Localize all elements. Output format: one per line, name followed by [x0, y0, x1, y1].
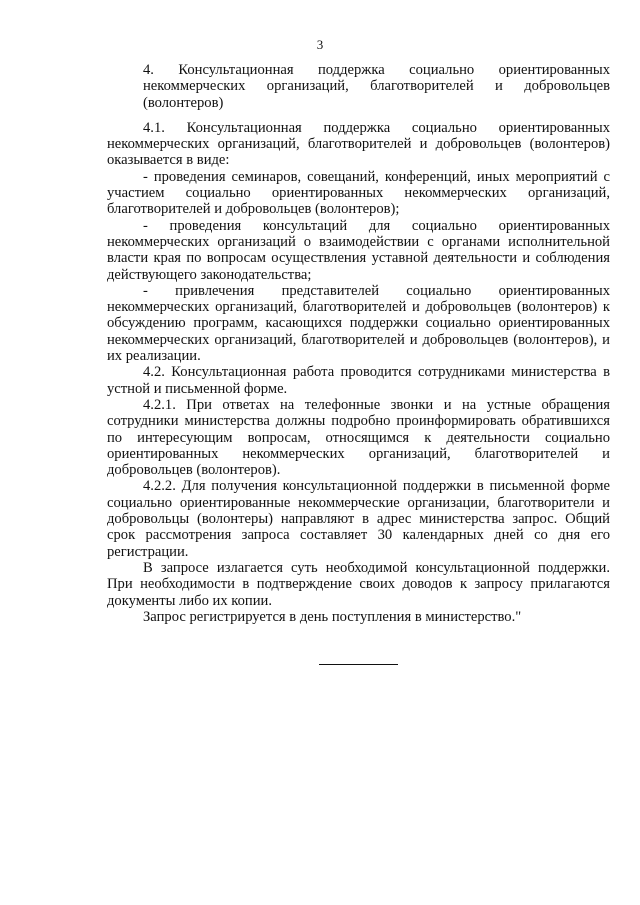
- paragraph-request-registration: Запрос регистрируется в день поступления в министерство.": [143, 608, 522, 625]
- document-body: [107, 62, 610, 625]
- page-number: 3: [316, 37, 324, 52]
- list-item-seminars: - проведения семинаров, совещаний, конференций, иных мероприятий с участием социально ориентированных некоммерческих организаций, благотворителей и добровольцев (волонтеров);: [107, 168, 610, 218]
- paragraph-4-1: 4.1. Консультационная поддержка социально ориентированных некоммерческих организаций, благотворителей и добровольцев (волонтеров) оказывается в виде:: [107, 119, 610, 169]
- list-item-involvement: - привлечения представителей социально ориентированных некоммерческих организаций, благотворителей и добровольцев (волонтеров) к обсуждению программ, касающихся поддержки социально ориентированных некоммерческих организаций, благотворителей и добровольцев (волонтеров), и их реализации.: [107, 282, 610, 365]
- section-heading: 4. Консультационная поддержка социально ориентированных некоммерческих организаций, благотворителей и добровольцев (волонтеров): [143, 62, 610, 111]
- paragraph-4-2: 4.2. Консультационная работа проводится сотрудниками министерства в устной и письменной форме.: [107, 364, 610, 397]
- paragraph-4-2-1: 4.2.1. При ответах на телефонные звонки и на устные обращения сотрудники министерства должны подробно проинформировать обратившихся по интересующим вопросам, относящимся к деятельности социально ориентированных некоммерческих организаций, благотворителей и добровольцев (волонтеров).: [107, 396, 610, 479]
- paragraph-request-content: В запросе излагается суть необходимой консультационной поддержки. При необходимости в подтверждение своих доводов к запросу прилагаются документы либо их копии.: [107, 559, 610, 609]
- paragraph-4-2-2: 4.2.2. Для получения консультационной поддержки в письменной форме социально ориентированные некоммерческие организации, благотворители и добровольцы (волонтеры) направляют в адрес министерства запрос. Общий срок рассмотрения запроса составляет 30 календарных дней со дня его регистрации.: [107, 478, 610, 560]
- end-divider: [319, 664, 398, 665]
- list-item-consultations: - проведения консультаций для социально ориентированных некоммерческих организаций о взаимодействии с органами исполнительной власти края по вопросам осуществления уставной деятельности и соблюдения действующего законодательства;: [107, 217, 610, 283]
